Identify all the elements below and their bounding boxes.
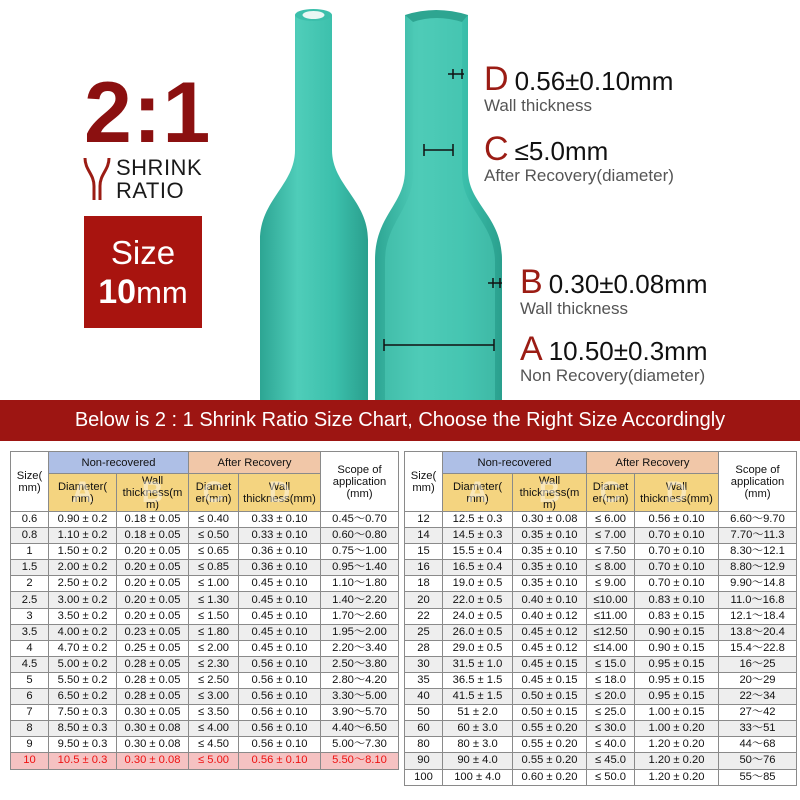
- table-cell: 0.95 ± 0.15: [635, 672, 719, 688]
- table-cell: 0.20 ± 0.05: [117, 592, 189, 608]
- table-cell: 16: [405, 560, 443, 576]
- table-cell: 90 ± 4.0: [443, 753, 513, 769]
- table-row: [405, 705, 797, 721]
- table-cell: 1.50 ± 0.2: [49, 544, 117, 560]
- table-cell: 0.45 ± 0.10: [239, 640, 321, 656]
- table-cell: 36.5 ± 1.5: [443, 672, 513, 688]
- table-cell: 4.70 ± 0.2: [49, 640, 117, 656]
- table-cell: 2.00 ± 0.2: [49, 560, 117, 576]
- table-row: [11, 576, 399, 592]
- table-cell: 0.90 ± 0.15: [635, 624, 719, 640]
- table-cell: 8: [11, 721, 49, 737]
- table-row: [405, 769, 797, 785]
- table-cell: 3.50 ± 0.2: [49, 608, 117, 624]
- table-cell: ≤ 20.0: [587, 689, 635, 705]
- table-cell: 18: [405, 576, 443, 592]
- table-cell: 0.35 ± 0.10: [513, 528, 587, 544]
- table-cell: 33～51: [719, 721, 797, 737]
- table-cell: 0.55 ± 0.20: [513, 721, 587, 737]
- table-cell: 14: [405, 528, 443, 544]
- col-scope: Scope of application (mm): [719, 452, 797, 512]
- table-cell: 0.20 ± 0.05: [117, 576, 189, 592]
- spec-value: 0.56±0.10mm: [514, 66, 674, 96]
- table-row: [11, 640, 399, 656]
- size-word: Size: [110, 233, 176, 271]
- table-cell: 22.0 ± 0.5: [443, 592, 513, 608]
- table-cell: 4.5: [11, 656, 49, 672]
- table-cell: 0.56 ± 0.10: [239, 705, 321, 721]
- table-cell: 12.1～18.4: [719, 608, 797, 624]
- table-row: [405, 721, 797, 737]
- table-cell: 0.33 ± 0.10: [239, 528, 321, 544]
- table-row: [405, 753, 797, 769]
- table-cell: 9: [11, 737, 49, 753]
- table-cell: ≤ 2.50: [189, 672, 239, 688]
- table-cell: 3: [11, 608, 49, 624]
- table-cell: 7.70～11.3: [719, 528, 797, 544]
- table-cell: ≤ 18.0: [587, 672, 635, 688]
- table-row: [405, 672, 797, 688]
- table-cell: 0.90 ± 0.15: [635, 640, 719, 656]
- table-cell: 80 ± 3.0: [443, 737, 513, 753]
- table-cell: 0.30 ± 0.08: [117, 721, 189, 737]
- table-row: [11, 512, 399, 528]
- table-row: [405, 528, 797, 544]
- table-cell: 5.50 ± 0.2: [49, 672, 117, 688]
- table-row: [11, 528, 399, 544]
- spec-label: Wall thickness: [484, 96, 593, 115]
- table-cell: 30: [405, 656, 443, 672]
- size-value: 10mm: [98, 272, 188, 311]
- col-after-diameter: C Diamet er(mm): [189, 474, 239, 512]
- table-cell: 1.00 ± 0.15: [635, 705, 719, 721]
- table-cell: 0.60～0.80: [321, 528, 399, 544]
- table-cell: 28: [405, 640, 443, 656]
- spec-value: 0.30±0.08mm: [548, 269, 708, 299]
- table-row: [405, 560, 797, 576]
- table-cell: ≤ 3.00: [189, 689, 239, 705]
- table-cell: 14.5 ± 0.3: [443, 528, 513, 544]
- table-cell: ≤ 1.00: [189, 576, 239, 592]
- table-cell: 0.83 ± 0.15: [635, 608, 719, 624]
- table-cell: 22～34: [719, 689, 797, 705]
- col-after-recovery: After Recovery: [189, 452, 321, 474]
- table-cell: ≤ 4.50: [189, 737, 239, 753]
- table-cell: 50: [405, 705, 443, 721]
- table-cell: ≤ 0.50: [189, 528, 239, 544]
- col-size: Size( mm): [405, 452, 443, 512]
- table-cell: 0.45 ± 0.10: [239, 576, 321, 592]
- table-row: [405, 544, 797, 560]
- table-cell: 0.18 ± 0.05: [117, 528, 189, 544]
- table-cell: 0.56 ± 0.10: [239, 656, 321, 672]
- table-cell: ≤ 3.50: [189, 705, 239, 721]
- table-cell: ≤ 0.65: [189, 544, 239, 560]
- table-body-right: [405, 512, 797, 786]
- table-cell: ≤ 2.00: [189, 640, 239, 656]
- table-cell: 7: [11, 705, 49, 721]
- table-cell: 2.80～4.20: [321, 672, 399, 688]
- table-cell: 0.33 ± 0.10: [239, 512, 321, 528]
- table-cell: 15: [405, 544, 443, 560]
- table-cell: 0.95 ± 0.15: [635, 656, 719, 672]
- table-cell: ≤ 30.0: [587, 721, 635, 737]
- size-table-left: [10, 451, 399, 770]
- table-cell: 1.40～2.20: [321, 592, 399, 608]
- shrink-ratio-value: 2:1: [84, 65, 212, 161]
- table-cell: 0.28 ± 0.05: [117, 656, 189, 672]
- table-row: [11, 689, 399, 705]
- table-cell: ≤ 2.30: [189, 656, 239, 672]
- table-cell: 60 ± 3.0: [443, 721, 513, 737]
- table-cell: 0.28 ± 0.05: [117, 689, 189, 705]
- table-cell: 31.5 ± 1.0: [443, 656, 513, 672]
- table-cell: 3.5: [11, 624, 49, 640]
- table-row: [405, 576, 797, 592]
- table-cell: 1.20 ± 0.20: [635, 753, 719, 769]
- table-cell: 0.45 ± 0.10: [239, 592, 321, 608]
- table-cell: 1.20 ± 0.20: [635, 769, 719, 785]
- table-cell: 26.0 ± 0.5: [443, 624, 513, 640]
- table-cell: 0.23 ± 0.05: [117, 624, 189, 640]
- table-cell: ≤ 50.0: [587, 769, 635, 785]
- table-row: [11, 672, 399, 688]
- table-cell: 1.10～1.80: [321, 576, 399, 592]
- table-cell: 5.00～7.30: [321, 737, 399, 753]
- col-scope: Scope of application (mm): [321, 452, 399, 512]
- spec-value: 10.50±0.3mm: [548, 336, 708, 366]
- table-row: [405, 656, 797, 672]
- table-cell: 6.50 ± 0.2: [49, 689, 117, 705]
- table-cell: 44～68: [719, 737, 797, 753]
- table-cell: 10: [11, 753, 49, 769]
- table-row: [405, 512, 797, 528]
- table-cell: 11.0～16.8: [719, 592, 797, 608]
- table-cell: 0.20 ± 0.05: [117, 544, 189, 560]
- table-cell: 0.35 ± 0.10: [513, 576, 587, 592]
- table-cell: 55～85: [719, 769, 797, 785]
- table-cell: 2.20～3.40: [321, 640, 399, 656]
- table-cell: 2: [11, 576, 49, 592]
- col-after-wall: D Wall thickness(mm): [239, 474, 321, 512]
- size-table-right: [404, 451, 797, 786]
- table-cell: 0.56 ± 0.10: [239, 737, 321, 753]
- table-cell: 24.0 ± 0.5: [443, 608, 513, 624]
- spec-value: ≤5.0mm: [514, 136, 609, 166]
- table-cell: ≤14.00: [587, 640, 635, 656]
- size-badge: [84, 216, 202, 328]
- table-row: [405, 689, 797, 705]
- table-cell: 90: [405, 753, 443, 769]
- table-cell: 0.55 ± 0.20: [513, 753, 587, 769]
- table-cell: ≤11.00: [587, 608, 635, 624]
- table-cell: 8.50 ± 0.3: [49, 721, 117, 737]
- table-cell: 0.70 ± 0.10: [635, 576, 719, 592]
- table-cell: 0.35 ± 0.10: [513, 560, 587, 576]
- table-cell: 1.95～2.00: [321, 624, 399, 640]
- table-cell: 0.20 ± 0.05: [117, 608, 189, 624]
- spec-a: [520, 332, 707, 386]
- table-cell: 20: [405, 592, 443, 608]
- table-cell: 0.45 ± 0.12: [513, 624, 587, 640]
- table-cell: 0.36 ± 0.10: [239, 560, 321, 576]
- table-cell: ≤ 4.00: [189, 721, 239, 737]
- table-cell: 19.0 ± 0.5: [443, 576, 513, 592]
- table-cell: ≤ 0.40: [189, 512, 239, 528]
- table-cell: 5.00 ± 0.2: [49, 656, 117, 672]
- table-cell: ≤ 8.00: [587, 560, 635, 576]
- table-cell: 29.0 ± 0.5: [443, 640, 513, 656]
- ratio-word-2: RATIO: [116, 178, 185, 203]
- table-cell: 0.6: [11, 512, 49, 528]
- table-cell: 8.80～12.9: [719, 560, 797, 576]
- table-cell: 3.00 ± 0.2: [49, 592, 117, 608]
- size-chart-banner: Below is 2 : 1 Shrink Ratio Size Chart, Choose the Right Size Accordingly: [0, 400, 800, 441]
- table-cell: 41.5 ± 1.5: [443, 689, 513, 705]
- table-cell: 0.56 ± 0.10: [239, 721, 321, 737]
- table-cell: 0.56 ± 0.10: [635, 512, 719, 528]
- table-cell: ≤ 1.50: [189, 608, 239, 624]
- table-cell: 35: [405, 672, 443, 688]
- table-cell: 0.36 ± 0.10: [239, 544, 321, 560]
- table-cell: ≤ 5.00: [189, 753, 239, 769]
- table-cell: ≤10.00: [587, 592, 635, 608]
- table-cell: 0.45～0.70: [321, 512, 399, 528]
- table-cell: ≤ 9.00: [587, 576, 635, 592]
- table-cell: 1.00 ± 0.20: [635, 721, 719, 737]
- table-cell: 0.56 ± 0.10: [239, 689, 321, 705]
- table-cell: 0.45 ± 0.10: [239, 624, 321, 640]
- table-cell: 100: [405, 769, 443, 785]
- table-cell: 0.70 ± 0.10: [635, 560, 719, 576]
- ratio-word-1: SHRINK: [116, 155, 203, 180]
- col-wall: B Wall thickness(m m): [117, 474, 189, 512]
- table-cell: ≤ 40.0: [587, 737, 635, 753]
- table-cell: ≤ 7.50: [587, 544, 635, 560]
- spec-letter: C: [484, 130, 509, 168]
- table-cell: 27～42: [719, 705, 797, 721]
- table-row: [11, 608, 399, 624]
- table-cell: 1.70～2.60: [321, 608, 399, 624]
- table-cell: 22: [405, 608, 443, 624]
- spec-letter: D: [484, 60, 509, 98]
- table-cell: ≤ 25.0: [587, 705, 635, 721]
- table-row: [405, 624, 797, 640]
- table-row: [11, 705, 399, 721]
- table-cell: 0.20 ± 0.05: [117, 560, 189, 576]
- table-cell: 13.8～20.4: [719, 624, 797, 640]
- table-cell: 0.45 ± 0.15: [513, 672, 587, 688]
- table-cell: 1.20 ± 0.20: [635, 737, 719, 753]
- table-cell: 0.45 ± 0.15: [513, 656, 587, 672]
- table-row: [405, 640, 797, 656]
- table-cell: ≤ 7.00: [587, 528, 635, 544]
- spec-label: After Recovery(diameter): [484, 166, 674, 185]
- table-row: [11, 721, 399, 737]
- spec-d: [484, 62, 673, 116]
- col-after-diameter: C Diamet er(mm): [587, 474, 635, 512]
- table-cell: 0.30 ± 0.08: [513, 512, 587, 528]
- table-cell: 12: [405, 512, 443, 528]
- table-cell: 0.55 ± 0.20: [513, 737, 587, 753]
- table-cell: 2.50 ± 0.2: [49, 576, 117, 592]
- table-cell: 15.5 ± 0.4: [443, 544, 513, 560]
- table-cell: 8.30～12.1: [719, 544, 797, 560]
- table-cell: 0.8: [11, 528, 49, 544]
- table-row: [11, 544, 399, 560]
- spec-letter: B: [520, 263, 543, 301]
- table-row: [11, 737, 399, 753]
- table-cell: 60: [405, 721, 443, 737]
- table-cell: 9.50 ± 0.3: [49, 737, 117, 753]
- table-cell: 80: [405, 737, 443, 753]
- table-cell: 1: [11, 544, 49, 560]
- table-cell: ≤12.50: [587, 624, 635, 640]
- table-cell: 20～29: [719, 672, 797, 688]
- table-cell: 0.56 ± 0.10: [239, 672, 321, 688]
- spec-b: [520, 265, 707, 319]
- table-cell: 16.5 ± 0.4: [443, 560, 513, 576]
- table-cell: 10.5 ± 0.3: [49, 753, 117, 769]
- shrink-ratio-label: [82, 156, 202, 202]
- table-row: [11, 624, 399, 640]
- shrink-arrows-icon: [82, 156, 112, 202]
- table-cell: 0.28 ± 0.05: [117, 672, 189, 688]
- table-cell: 0.60 ± 0.20: [513, 769, 587, 785]
- table-cell: 7.50 ± 0.3: [49, 705, 117, 721]
- table-cell: 3.90～5.70: [321, 705, 399, 721]
- table-cell: 15.4～22.8: [719, 640, 797, 656]
- table-cell: 16～25: [719, 656, 797, 672]
- table-cell: 0.45 ± 0.10: [239, 608, 321, 624]
- table-cell: 0.56 ± 0.10: [239, 753, 321, 769]
- table-body-left: [11, 512, 399, 770]
- table-cell: 1.10 ± 0.2: [49, 528, 117, 544]
- table-cell: 0.40 ± 0.12: [513, 608, 587, 624]
- table-cell: 0.75～1.00: [321, 544, 399, 560]
- table-cell: 0.95 ± 0.15: [635, 689, 719, 705]
- table-cell: 0.25 ± 0.05: [117, 640, 189, 656]
- col-wall: B Wall thickness(m m): [513, 474, 587, 512]
- table-cell: 9.90～14.8: [719, 576, 797, 592]
- table-cell: 0.70 ± 0.10: [635, 544, 719, 560]
- table-cell: 0.95～1.40: [321, 560, 399, 576]
- table-row: [405, 592, 797, 608]
- col-after-recovery: After Recovery: [587, 452, 719, 474]
- table-cell: 6.60～9.70: [719, 512, 797, 528]
- table-cell: 5: [11, 672, 49, 688]
- col-non-recovered: Non-recovered: [49, 452, 189, 474]
- col-diameter: A Diameter( mm): [443, 474, 513, 512]
- table-cell: 12.5 ± 0.3: [443, 512, 513, 528]
- table-cell: 6: [11, 689, 49, 705]
- table-cell: 2.50～3.80: [321, 656, 399, 672]
- table-cell: 51 ± 2.0: [443, 705, 513, 721]
- table-cell: ≤ 1.80: [189, 624, 239, 640]
- col-size: Size( mm): [11, 452, 49, 512]
- table-cell: 3.30～5.00: [321, 689, 399, 705]
- table-row: [405, 737, 797, 753]
- spec-letter: A: [520, 330, 543, 368]
- table-cell: 4: [11, 640, 49, 656]
- col-diameter: A Diameter( mm): [49, 474, 117, 512]
- spec-label: Wall thickness: [520, 299, 629, 318]
- table-cell: 0.30 ± 0.08: [117, 753, 189, 769]
- table-cell: 0.30 ± 0.08: [117, 737, 189, 753]
- table-row: [11, 560, 399, 576]
- table-cell: 2.5: [11, 592, 49, 608]
- spec-c: [484, 132, 674, 186]
- table-cell: 4.40～6.50: [321, 721, 399, 737]
- table-cell: 0.35 ± 0.10: [513, 544, 587, 560]
- table-row: [405, 608, 797, 624]
- table-row: [11, 592, 399, 608]
- table-cell: ≤ 15.0: [587, 656, 635, 672]
- table-cell: 0.40 ± 0.10: [513, 592, 587, 608]
- table-cell: 100 ± 4.0: [443, 769, 513, 785]
- table-cell: 0.90 ± 0.2: [49, 512, 117, 528]
- col-non-recovered: Non-recovered: [443, 452, 587, 474]
- table-row: [11, 753, 399, 769]
- table-cell: 0.30 ± 0.05: [117, 705, 189, 721]
- table-cell: ≤ 0.85: [189, 560, 239, 576]
- table-cell: 4.00 ± 0.2: [49, 624, 117, 640]
- table-cell: 25: [405, 624, 443, 640]
- table-cell: ≤ 45.0: [587, 753, 635, 769]
- spec-label: Non Recovery(diameter): [520, 366, 706, 385]
- table-cell: 0.45 ± 0.12: [513, 640, 587, 656]
- table-row: [11, 656, 399, 672]
- table-cell: 1.5: [11, 560, 49, 576]
- table-cell: 40: [405, 689, 443, 705]
- table-cell: 50～76: [719, 753, 797, 769]
- table-cell: ≤ 1.30: [189, 592, 239, 608]
- table-cell: 0.83 ± 0.10: [635, 592, 719, 608]
- table-cell: 0.18 ± 0.05: [117, 512, 189, 528]
- col-after-wall: D Wall thickness(mm): [635, 474, 719, 512]
- table-cell: ≤ 6.00: [587, 512, 635, 528]
- table-cell: 0.50 ± 0.15: [513, 689, 587, 705]
- table-cell: 0.50 ± 0.15: [513, 705, 587, 721]
- table-cell: 5.50～8.10: [321, 753, 399, 769]
- table-cell: 0.70 ± 0.10: [635, 528, 719, 544]
